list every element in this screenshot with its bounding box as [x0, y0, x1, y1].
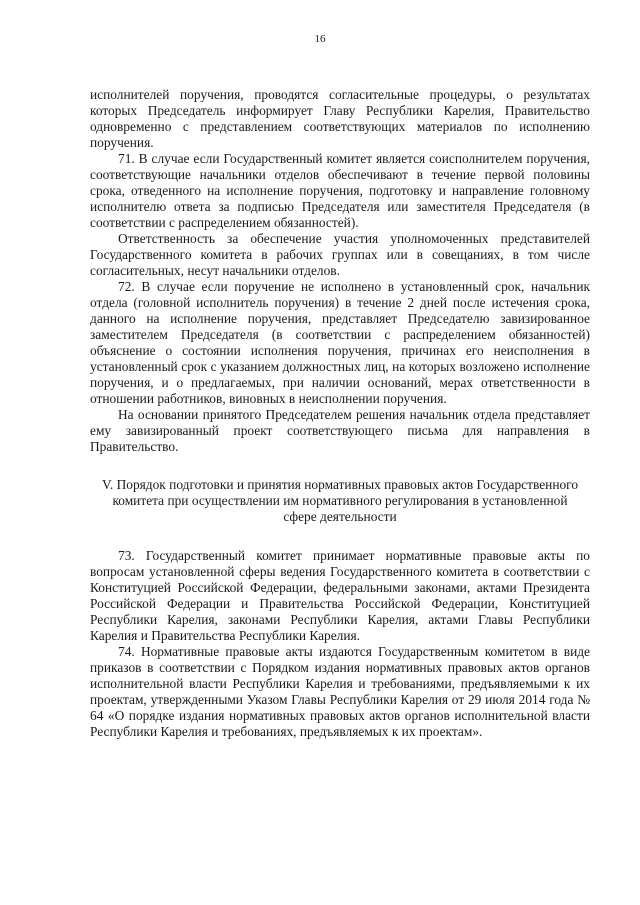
section-heading: V. Порядок подготовки и принятия нормативных правовых актов Государственного комитета при осуществлении им нормативного регулирования в установленной сфере деятельности: [101, 477, 579, 524]
paragraph-71: 71. В случае если Государственный комитет является соисполнителем поручения, соответствующие начальники отделов обеспечивают в течение первой половины срока, отведенного на исполнение поручения, подготовку и направление головному исполнителю ответа за подписью Председателя или заместителя Председателя (в соответствии с распределением обязанностей).: [90, 151, 590, 230]
paragraph-72: 72. В случае если поручение не исполнено в установленный срок, начальник отдела (головной исполнитель поручения) в течение 2 дней после истечения срока, данного на исполнение поручения, представляет Председателю завизированное заместителем Председателя (в соответствии с распределением обязанностей) объяснение о состоянии исполнения поручения, причинах его неисполнения в установленный срок с указанием должностных лиц, на которых возложено исполнение поручения, и о предлагаемых, при наличии оснований, мерах ответственности в отношении работников, виновных в неисполнении поручения.: [90, 279, 590, 406]
paragraph-responsibility: Ответственность за обеспечение участия уполномоченных представителей Государственного комитета в рабочих группах или в совещаниях, в том числе согласительных, несут начальники отделов.: [90, 231, 590, 278]
document-body: [90, 87, 590, 740]
paragraph-74: 74. Нормативные правовые акты издаются Государственным комитетом в виде приказов в соответствии с Порядком издания нормативных правовых актов органов исполнительной власти Республики Карелия и требованиями, предъявляемыми к их проектам, утвержденными Указом Главы Республики Карелия от 29 июля 2014 года № 64 «О порядке издания нормативных правовых актов органов исполнительной власти Республики Карелия и требованиях, предъявляемых к их проектам».: [90, 644, 590, 739]
paragraph-decision: На основании принятого Председателем решения начальник отдела представляет ему завизированный проект соответствующего письма для направления в Правительство.: [90, 407, 590, 454]
page-number: 16: [314, 33, 326, 45]
paragraph-continuation: исполнителей поручения, проводятся согласительные процедуры, о результатах которых Председатель информирует Главу Республики Карелия, Правительство одновременно с представлением соответствующих материалов по исполнению поручения.: [90, 87, 590, 150]
paragraph-73: 73. Государственный комитет принимает нормативные правовые акты по вопросам установленной сферы ведения Государственного комитета в соответствии с Конституцией Российской Федерации, федеральными законами, актами Президента Российской Федерации и Правительства Российской Федерации, Конституцией Республики Карелия, законами Республики Карелия, актами Главы Республики Карелия и Правительства Республики Карелия.: [90, 548, 590, 643]
